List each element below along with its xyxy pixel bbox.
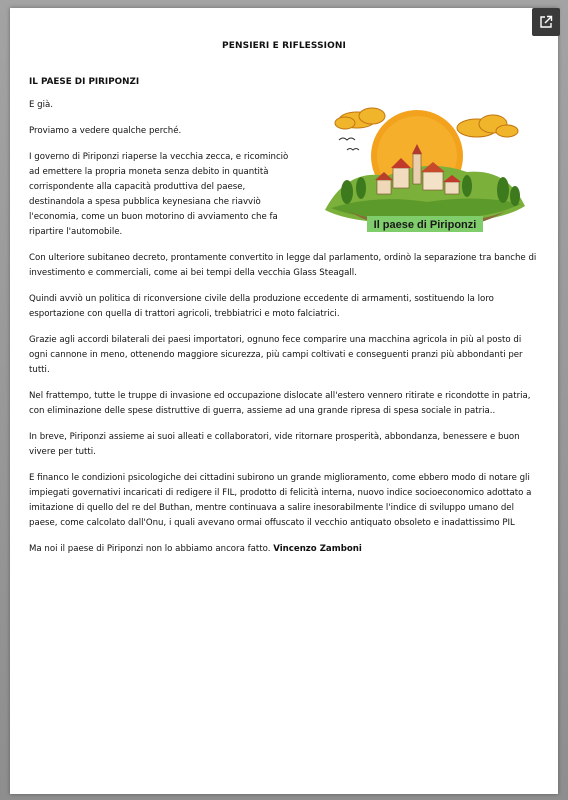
- article-body: [29, 98, 539, 568]
- author-name: Vincenzo Zamboni: [273, 544, 362, 554]
- paragraph-2: Proviamo a vedere qualche perché.: [29, 126, 182, 136]
- closing-paragraph: [29, 542, 539, 557]
- paragraph-6: Grazie agli accordi bilaterali dei paesi importatori, ognuno fece comparire una macchina agricola in più al posto di ogni cannone in meno, ottenendo maggiore sicurezza, più campi coltivati e conseguenti pranzi più abbondanti per tutti.: [29, 335, 523, 375]
- article-illustration: [317, 98, 537, 238]
- paragraph-3: I governo di Piriponzi riaperse la vecchia zecca, e ricominciò ad emettere la propria moneta senza debito in quantità corrispondente alla capacità produttiva del paese, destinandola a spesa pubblica keynesiana che riavviò l'economia, come un buon motorino di avviamento che fa ripartire l'automobile.: [29, 152, 289, 237]
- village-illustration: [317, 98, 537, 238]
- paragraph-9: E financo le condizioni psicologiche dei cittadini subirono un grande miglioramento, come ebbero modo di notare gli impiegati governativi incaricati di redigere il FIL, prodotto di felicità interna, nuovo indice socioeconomico adottato a imitazione di quello del re del Buthan, mentre continuava a salire inesorabilmente l'indice di sviluppo umano del paese, come calcolato dall'Onu, i quali avevano ormai offuscato il vecchio antiquato obsoleto e inadattissimo PIL: [29, 473, 532, 528]
- paragraph-8: In breve, Piriponzi assieme ai suoi alleati e collaboratori, vide ritornare prosperità, abbondanza, benessere e buon vivere per tutti.: [29, 432, 520, 457]
- illustration-caption: Il paese di Piriponzi: [373, 219, 477, 231]
- paragraph-1: E già.: [29, 100, 54, 110]
- article-title: IL PAESE DI PIRIPONZI: [29, 77, 140, 87]
- document-page: [10, 8, 558, 794]
- external-link-icon[interactable]: [532, 8, 560, 36]
- closing-text: Ma noi il paese di Piriponzi non lo abbiamo ancora fatto.: [29, 544, 271, 554]
- paragraph-4: Con ulteriore subitaneo decreto, prontamente convertito in legge dal parlamento, ordinò la separazione tra banche di investimento e commerciali, come ai bei tempi della vecchia Glass Steagall.: [29, 253, 537, 278]
- paragraph-7: Nel frattempo, tutte le truppe di invasione ed occupazione dislocate all'estero vennero ritirate e ricondotte in patria, con eliminazione delle spese distruttive di guerra, assieme ad una grande ripresa di spesa sociale in patria..: [29, 391, 531, 416]
- popout-icon-glyph: [539, 15, 553, 29]
- paragraph-5: Quindi avviò un politica di riconversione civile della produzione eccedente di armamenti, sostituendo la loro esportazione con quella di trattori agricoli, trebbiatrici e moto falciatrici.: [29, 294, 494, 319]
- document-heading: PENSIERI E RIFLESSIONI: [222, 41, 346, 51]
